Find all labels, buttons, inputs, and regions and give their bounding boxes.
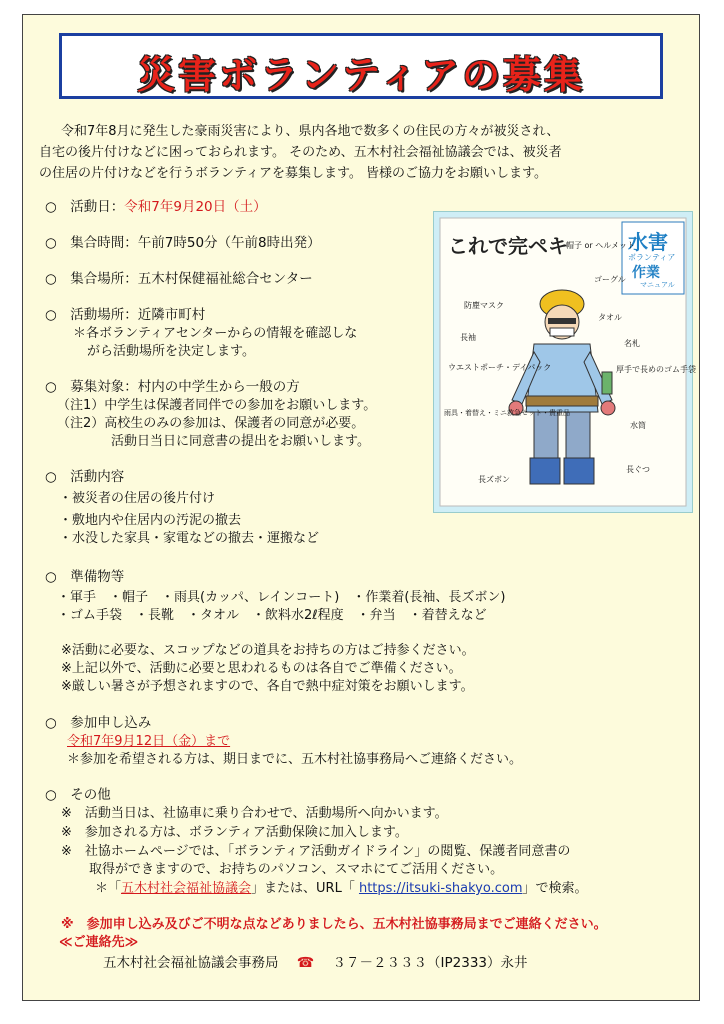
other-note: ※ 参加される方は、ボランティア活動保険に加入します。	[61, 825, 408, 840]
badge-line-3: 作業	[632, 265, 660, 281]
badge-line-2: ボランティア	[628, 253, 676, 262]
intro-line-3: の住居の片付けなどを行うボランティアを募集します。 皆様のご協力をお願いします。	[39, 166, 548, 181]
search-guide	[95, 877, 588, 896]
other-note: ※ 社協ホームページでは、「ボランティア活動ガイドライン」の閲覧、保護者同意書の	[61, 844, 571, 859]
activity-date-value: 令和7年9月20日（土）	[124, 199, 267, 215]
volunteer-outfit-illustration	[433, 211, 696, 513]
other-note: 取得ができますので、お持ちのパソコン、スマホにてご活用ください。	[89, 862, 504, 877]
activity-area: ○ 活動場所：近隣市町村	[45, 307, 206, 323]
content-item: ・敷地内や住居内の汚泥の撤去	[59, 513, 242, 528]
contact-office: 五木村社会福祉協議会事務局	[103, 955, 279, 971]
search-mid: 」または、URL「	[251, 881, 359, 896]
search-suffix: 」で検索。	[522, 881, 588, 896]
illustration-label: 防塵マスク	[464, 301, 504, 310]
search-site-name[interactable]: 五木村社会福祉協議会	[121, 881, 252, 896]
flyer-page	[22, 14, 700, 1001]
title-box	[59, 33, 663, 99]
illustration-label: タオル	[598, 313, 622, 322]
contact-line	[103, 951, 528, 971]
other-heading: ○ その他	[45, 787, 111, 803]
items-note: ※厳しい暑さが予想されますので、各自で熱中症対策をお願いします。	[61, 679, 474, 694]
badge-line-4: マニュアル	[640, 281, 675, 289]
illustration-label: ゴーグル	[594, 275, 626, 284]
activity-area-note-1: ＊各ボランティアセンターからの情報を確認しな	[73, 326, 358, 341]
activity-date-label: ○ 活動日：	[45, 199, 125, 215]
apply-deadline: 令和7年9月12日（金）まで	[67, 734, 231, 749]
meeting-time: ○ 集合時間：午前7時50分（午前8時出発）	[45, 235, 321, 251]
page-title: 災害ボランティアの募集	[137, 53, 585, 97]
contact-label: ≪ご連絡先≫	[59, 935, 139, 950]
illustration-label: 長ズボン	[478, 475, 510, 484]
telephone-icon: ☎	[296, 955, 315, 971]
activity-date	[45, 195, 267, 215]
illustration-label: 名札	[624, 339, 640, 348]
items-heading: ○ 準備物等	[45, 569, 125, 585]
target-note-2: （注2）高校生のみの参加は、保護者の同意が必要。	[57, 416, 365, 431]
site-url-link[interactable]: https://itsuki-shakyo.com	[358, 881, 523, 896]
illustration-label: 帽子 or ヘルメット	[566, 241, 636, 250]
target-note-3: 活動日当日に同意書の提出をお願いします。	[111, 434, 370, 449]
search-prefix: ＊「	[95, 881, 122, 896]
illustration-label: 長袖	[460, 333, 476, 342]
recruit-target: ○ 募集対象：村内の中学生から一般の方	[45, 379, 300, 395]
illustration-label: ウエストポーチ・デイパック	[448, 363, 552, 372]
content-item: ・水没した家具・家電などの撤去・運搬など	[59, 531, 320, 546]
contact-phone: ３７－２３３３（IP2333）永井	[332, 955, 528, 971]
intro-line-2: 自宅の後片付けなどに困っておられます。 そのため、五木村社会福祉協議会では、被災者	[39, 145, 562, 160]
activity-area-note-2: がら活動場所を決定します。	[87, 344, 255, 359]
target-note-1: （注1）中学生は保護者同伴での参加をお願いします。	[57, 398, 377, 413]
badge-line-1: 水害	[628, 230, 668, 254]
illustration-label: 雨具・着替え・ミニ救急セット・貴重品	[444, 409, 570, 417]
apply-heading: ○ 参加申し込み	[45, 715, 152, 731]
contact-notice: ※ 参加申し込み及びご不明な点などありましたら、五木村社協事務局までご連絡ください。	[61, 917, 607, 932]
meeting-place: ○ 集合場所：五木村保健福祉総合センター	[45, 271, 313, 287]
items-note: ※活動に必要な、スコップなどの道具をお持ちの方はご持参ください。	[61, 643, 475, 658]
activity-content-heading: ○ 活動内容	[45, 469, 125, 485]
intro-line-1: 令和7年8月に発生した豪雨災害により、県内各地で数多くの住民の方々が被災され、	[61, 124, 560, 139]
illustration-label: 長ぐつ	[626, 465, 650, 474]
illustration-headline: これで完ペキ	[448, 234, 568, 258]
items-line-1: ・軍手 ・帽子 ・雨具(カッパ、レインコート) ・作業着(長袖、長ズボン)	[57, 590, 506, 605]
other-note: ※ 活動当日は、社協車に乗り合わせで、活動場所へ向かいます。	[61, 806, 448, 821]
content-item: ・被災者の住居の後片付け	[59, 491, 216, 506]
illustration-label: 水筒	[630, 421, 646, 430]
items-note: ※上記以外で、活動に必要と思われるものは各自でご準備ください。	[61, 661, 462, 676]
illustration-label: 厚手で長めのゴム手袋	[616, 365, 696, 374]
items-line-2: ・ゴム手袋 ・長靴 ・タオル ・飲料水2ℓ程度 ・弁当 ・着替えなど	[57, 608, 487, 623]
apply-note: ＊参加を希望される方は、期日までに、五木村社協事務局へご連絡ください。	[67, 752, 523, 767]
